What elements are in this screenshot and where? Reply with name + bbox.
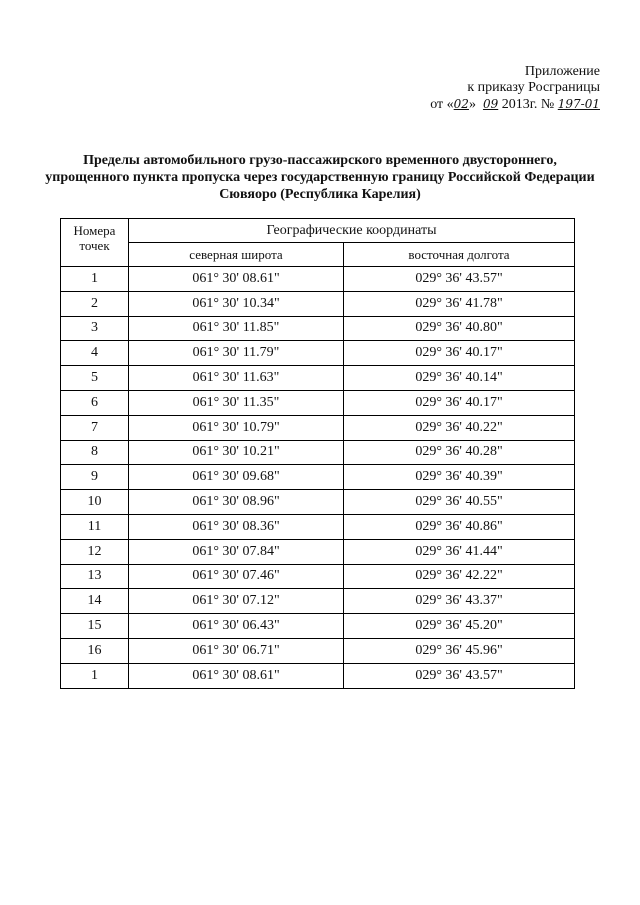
point-number-cell: 9: [61, 465, 129, 490]
longitude-cell: 029° 36' 43.57": [344, 663, 575, 688]
point-number-cell: 10: [61, 490, 129, 515]
table-row: [61, 341, 575, 366]
document-title: Пределы автомобильного грузо-пассажирского временного двустороннего, упрощенного пункта пропуска через государственную границу Российской Федерации Сювяоро (Республика Карелия): [45, 153, 595, 202]
latitude-cell: 061° 30' 11.85": [129, 316, 344, 341]
latitude-cell: 061° 30' 06.43": [129, 614, 344, 639]
header-latitude: северная широта: [129, 243, 344, 267]
longitude-cell: 029° 36' 45.96": [344, 638, 575, 663]
latitude-cell: 061° 30' 08.61": [129, 663, 344, 688]
latitude-cell: 061° 30' 10.21": [129, 440, 344, 465]
longitude-cell: 029° 36' 40.14": [344, 366, 575, 391]
longitude-cell: 029° 36' 40.17": [344, 390, 575, 415]
longitude-cell: 029° 36' 40.86": [344, 514, 575, 539]
longitude-cell: 029° 36' 40.28": [344, 440, 575, 465]
handwritten-month: 09: [482, 97, 499, 111]
longitude-cell: 029° 36' 40.22": [344, 415, 575, 440]
latitude-cell: 061° 30' 09.68": [129, 465, 344, 490]
latitude-cell: 061° 30' 11.35": [129, 390, 344, 415]
point-number-cell: 8: [61, 440, 129, 465]
table-row: [61, 614, 575, 639]
table-row: [61, 465, 575, 490]
latitude-cell: 061° 30' 11.79": [129, 341, 344, 366]
date-prefix: от «: [430, 97, 454, 112]
order-year: 2013г. №: [501, 97, 555, 112]
table-row: [61, 539, 575, 564]
longitude-cell: 029° 36' 45.20": [344, 614, 575, 639]
appendix-header: [380, 64, 600, 113]
table-row: [61, 514, 575, 539]
point-number-cell: 4: [61, 341, 129, 366]
header-coordinates: Географические координаты: [129, 219, 575, 243]
point-number-cell: 14: [61, 589, 129, 614]
table-row: [61, 267, 575, 292]
point-number-cell: 5: [61, 366, 129, 391]
header-point-number: Номера точек: [61, 219, 129, 267]
point-number-cell: 3: [61, 316, 129, 341]
latitude-cell: 061° 30' 07.46": [129, 564, 344, 589]
table-row: [61, 638, 575, 663]
point-number-cell: 7: [61, 415, 129, 440]
table-row: [61, 490, 575, 515]
point-number-cell: 13: [61, 564, 129, 589]
longitude-cell: 029° 36' 40.39": [344, 465, 575, 490]
coordinates-table: [60, 218, 575, 689]
table-row: [61, 663, 575, 688]
point-number-cell: 1: [61, 663, 129, 688]
latitude-cell: 061° 30' 08.36": [129, 514, 344, 539]
handwritten-day: 02: [453, 97, 469, 111]
table-row: [61, 589, 575, 614]
table-row: [61, 366, 575, 391]
point-number-cell: 1: [61, 267, 129, 292]
point-number-cell: 11: [61, 514, 129, 539]
table-row: [61, 415, 575, 440]
point-number-cell: 12: [61, 539, 129, 564]
table-row: [61, 440, 575, 465]
latitude-cell: 061° 30' 10.79": [129, 415, 344, 440]
appendix-label: Приложение: [524, 64, 600, 79]
order-date-line: [380, 96, 600, 113]
longitude-cell: 029° 36' 43.57": [344, 267, 575, 292]
table-row: [61, 390, 575, 415]
table-row: [61, 564, 575, 589]
point-number-cell: 16: [61, 638, 129, 663]
handwritten-number: 197-01: [557, 97, 600, 111]
longitude-cell: 029° 36' 40.17": [344, 341, 575, 366]
order-reference: к приказу Росграницы: [467, 80, 600, 95]
table-row: [61, 316, 575, 341]
latitude-cell: 061° 30' 11.63": [129, 366, 344, 391]
longitude-cell: 029° 36' 41.78": [344, 291, 575, 316]
latitude-cell: 061° 30' 08.61": [129, 267, 344, 292]
latitude-cell: 061° 30' 10.34": [129, 291, 344, 316]
latitude-cell: 061° 30' 08.96": [129, 490, 344, 515]
point-number-cell: 2: [61, 291, 129, 316]
header-longitude: восточная долгота: [344, 243, 575, 267]
latitude-cell: 061° 30' 07.12": [129, 589, 344, 614]
longitude-cell: 029° 36' 42.22": [344, 564, 575, 589]
longitude-cell: 029° 36' 43.37": [344, 589, 575, 614]
longitude-cell: 029° 36' 40.55": [344, 490, 575, 515]
table-row: [61, 291, 575, 316]
latitude-cell: 061° 30' 06.71": [129, 638, 344, 663]
point-number-cell: 6: [61, 390, 129, 415]
longitude-cell: 029° 36' 41.44": [344, 539, 575, 564]
date-mid: »: [468, 97, 476, 112]
latitude-cell: 061° 30' 07.84": [129, 539, 344, 564]
longitude-cell: 029° 36' 40.80": [344, 316, 575, 341]
point-number-cell: 15: [61, 614, 129, 639]
